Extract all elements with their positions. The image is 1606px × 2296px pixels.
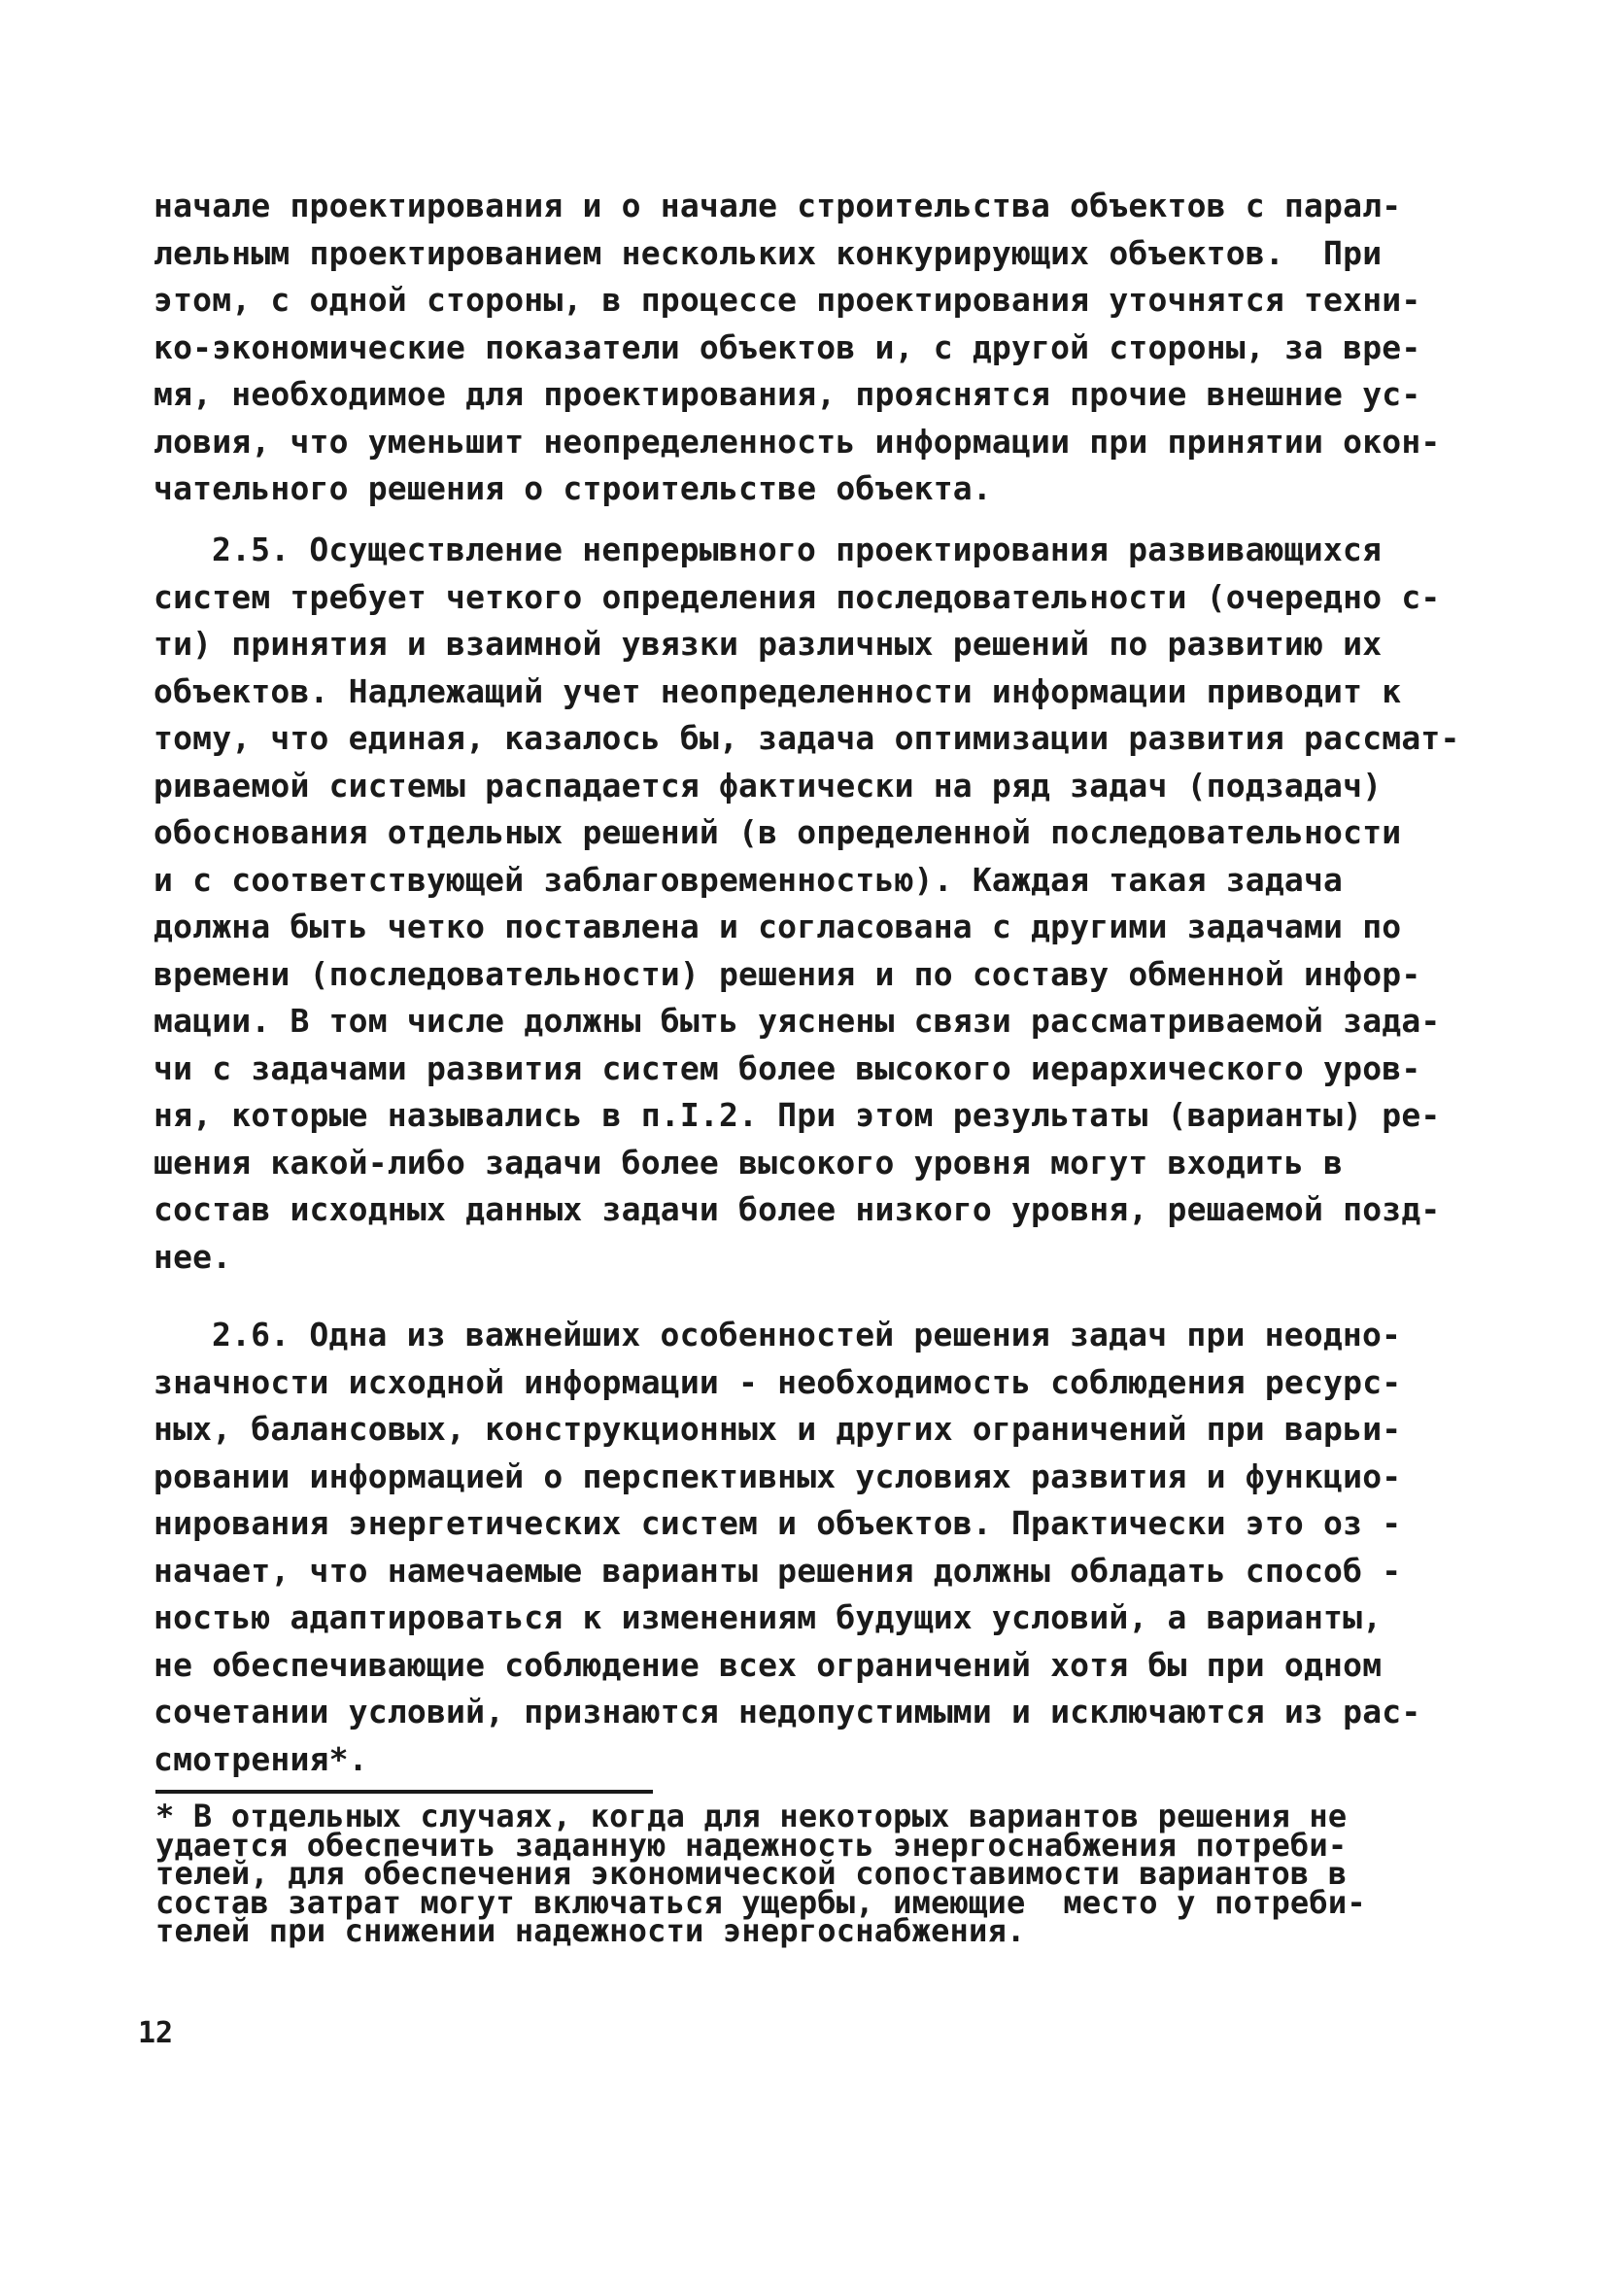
text-line: времени (последовательности) решения и по составу обменной инфор- xyxy=(154,954,1421,993)
text-line: этом, с одной стороны, в процессе проектирования уточнятся техни- xyxy=(154,281,1421,319)
page-number: 12 xyxy=(138,2016,174,2050)
text-line: ровании информацией о перспективных условиях развития и функцио- xyxy=(154,1456,1402,1495)
text-line: ня, которые назывались в п.I.2. При этом результаты (варианты) ре- xyxy=(154,1096,1441,1134)
text-line: риваемой системы распадается фактически на ряд задач (подзадач) xyxy=(154,766,1383,805)
text-line: обоснования отдельных решений (в определенной последовательности xyxy=(154,813,1402,851)
paragraph-2-6 xyxy=(154,1312,1485,1783)
text-line: мя, необходимое для проектирования, прояснятся прочие внешние ус- xyxy=(154,375,1421,413)
text-line: ных, балансовых, конструкционных и других ограничений при варьи- xyxy=(154,1410,1402,1448)
text-line: тому, что единая, казалось бы, задача оптимизации развития рассмат- xyxy=(154,719,1460,757)
text-line: чательного решения о строительстве объекта. xyxy=(154,469,992,507)
text-line: смотрения*. xyxy=(154,1739,368,1778)
text-line: сочетании условий, признаются недопустимыми и исключаются из рас- xyxy=(154,1693,1421,1731)
text-line: лельным проектированием нескольких конкурирующих объектов. При xyxy=(154,233,1383,272)
footnote-line: * В отдельных случаях, когда для некоторых вариантов решения не xyxy=(155,1798,1348,1834)
text-line: и с соответствующей заблаговременностью). Каждая такая задача xyxy=(154,860,1344,899)
footnote-line: телей при снижении надежности энергоснабжения. xyxy=(155,1912,1026,1949)
text-line: нирования энергетических систем и объектов. Практически это оз - xyxy=(154,1504,1402,1542)
text-line: объектов. Надлежащий учет неопределенности информации приводит к xyxy=(154,671,1402,710)
footnote xyxy=(155,1798,1418,1949)
text-line: ловия, что уменьшит неопределенность информации при принятии окон- xyxy=(154,422,1441,461)
footnote-divider xyxy=(155,1790,653,1794)
text-line: систем требует четкого определения последовательности (очередно с- xyxy=(154,577,1441,616)
footnote-line: состав затрат могут включаться ущербы, имеющие место у потреби- xyxy=(155,1883,1366,1921)
footnote-line: удается обеспечить заданную надежность энергоснабжения потреби- xyxy=(155,1826,1348,1864)
paragraph-2-5 xyxy=(154,527,1485,1281)
paragraph-continuation xyxy=(154,183,1485,513)
text-line: мации. В том числе должны быть уяснены связи рассматриваемой зада- xyxy=(154,1002,1441,1040)
text-line: должна быть четко поставлена и согласована с другими задачами по xyxy=(154,908,1402,945)
text-line: 2.5. Осуществление непрерывного проектирования развивающихся xyxy=(212,531,1383,568)
text-line: значности исходной информации - необходимость соблюдения ресурс- xyxy=(154,1362,1402,1401)
text-line: нее. xyxy=(154,1237,232,1276)
text-line: ностью адаптироваться к изменениям будущих условий, а варианты, xyxy=(154,1598,1383,1636)
text-line: чи с задачами развития систем более высокого иерархического уров- xyxy=(154,1048,1421,1087)
footnote-line: телей, для обеспечения экономической сопоставимости вариантов в xyxy=(155,1855,1348,1892)
text-line: шения какой-либо задачи более высокого уровня могут входить в xyxy=(154,1143,1344,1182)
text-line: 2.6. Одна из важнейших особенностей решения задач при неодно- xyxy=(212,1316,1402,1354)
text-line: начает, что намечаемые варианты решения должны обладать способ - xyxy=(154,1551,1402,1590)
text-line: начале проектирования и о начале строительства объектов с парал- xyxy=(154,187,1402,224)
text-line: не обеспечивающие соблюдение всех ограничений хотя бы при одном xyxy=(154,1645,1383,1684)
text-line: ко-экономические показатели объектов и, с другой стороны, за вре- xyxy=(154,327,1421,366)
text-line: ти) принятия и взаимной увязки различных решений по развитию их xyxy=(154,625,1383,663)
text-line: состав исходных данных задачи более низкого уровня, решаемой позд- xyxy=(154,1190,1441,1228)
